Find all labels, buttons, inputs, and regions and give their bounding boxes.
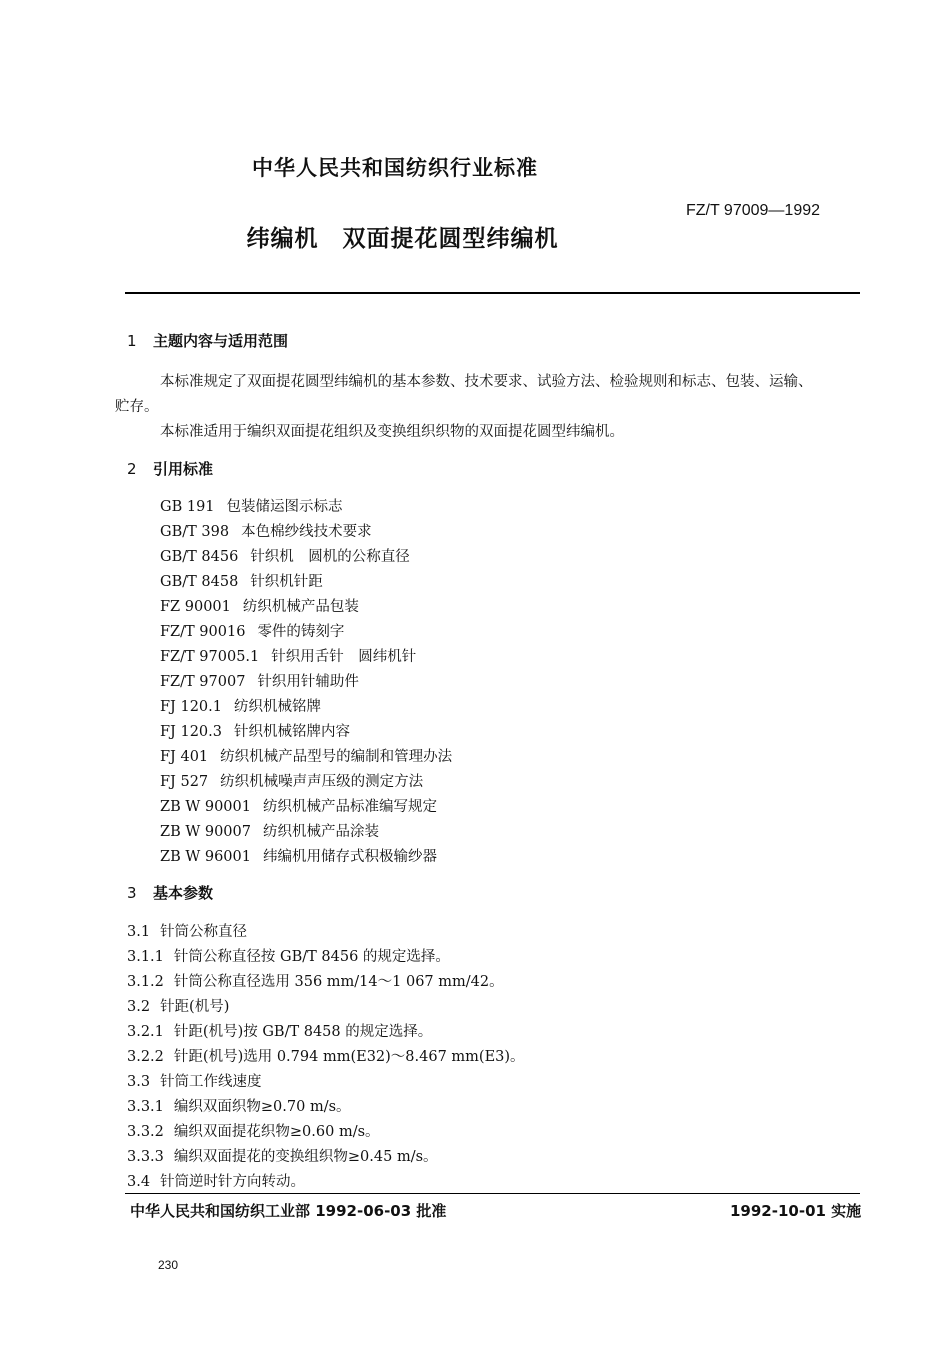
reference-item: [160, 745, 452, 766]
clause-number: 3.1.1: [127, 949, 164, 965]
clause-number: 3.2.1: [127, 1024, 164, 1040]
reference-item: [160, 670, 359, 691]
clause-text: 针距(机号)选用 0.794 mm(E32)～8.467 mm(E3)。: [173, 1049, 525, 1065]
standard-number: FZ/T 97009—1992: [686, 202, 821, 219]
clause-text: 针筒逆时针方向转动。: [160, 1174, 306, 1190]
reference-code: ZB W 90007: [160, 824, 251, 840]
reference-code: FZ/T 90016: [160, 624, 246, 640]
clause-item: [127, 970, 504, 991]
reference-item: [160, 720, 350, 741]
reference-name: 针织机械铭牌内容: [234, 724, 350, 740]
section-title: 基本参数: [153, 884, 214, 902]
reference-code: FZ/T 97005.1: [160, 649, 260, 665]
reference-name: 纬编机用储存式积极输纱器: [262, 849, 437, 865]
reference-code: FZ/T 97007: [160, 674, 246, 690]
clause-text: 编织双面织物≥0.70 m/s。: [173, 1099, 351, 1115]
reference-code: FZ 90001: [160, 599, 231, 615]
clause-item: [127, 1170, 305, 1191]
reference-item: [160, 795, 437, 816]
clause-text: 编织双面提花的变换组织物≥0.45 m/s。: [173, 1149, 438, 1165]
clause-text: 编织双面提花织物≥0.60 m/s。: [173, 1124, 380, 1140]
reference-name: 针织用舌针 圆纬机针: [271, 649, 417, 665]
clause-number: 3.4: [127, 1174, 151, 1190]
section-number: 3: [127, 884, 137, 902]
reference-name: 针织机针距: [250, 574, 323, 590]
clause-item: [127, 1070, 262, 1091]
reference-code: GB/T 8456: [160, 549, 239, 565]
section-number: 2: [127, 460, 137, 478]
header-divider: [125, 292, 860, 294]
issuer-heading: 中华人民共和国纺织行业标准: [252, 156, 538, 180]
effective-date-line: 1992-10-01 实施: [730, 1202, 862, 1220]
clause-item: [127, 1020, 432, 1041]
reference-code: FJ 401: [160, 749, 209, 765]
clause-item: [127, 1095, 351, 1116]
reference-code: FJ 120.1: [160, 699, 222, 715]
reference-name: 纺织机械产品涂装: [262, 824, 379, 840]
clause-number: 3.3: [127, 1074, 151, 1090]
clause-text: 针筒公称直径: [160, 924, 248, 940]
document-title: 纬编机 双面提花圆型纬编机: [246, 226, 559, 252]
section-3-heading: [127, 882, 213, 903]
clause-number: 3.2.2: [127, 1049, 164, 1065]
reference-item: [160, 620, 344, 641]
reference-code: GB/T 8458: [160, 574, 239, 590]
reference-name: 纺织机械产品型号的编制和管理办法: [220, 749, 453, 765]
section-title: 引用标准: [153, 460, 214, 478]
clause-text: 针筒工作线速度: [160, 1074, 262, 1090]
reference-item: [160, 595, 359, 616]
reference-name: 纺织机械产品包装: [242, 599, 359, 615]
clause-item: [127, 1045, 525, 1066]
footer-divider: [125, 1193, 860, 1194]
reference-code: GB 191: [160, 499, 215, 515]
reference-code: ZB W 90001: [160, 799, 251, 815]
section-1-heading: [127, 330, 288, 351]
clause-number: 3.1.2: [127, 974, 164, 990]
reference-item: [160, 520, 372, 541]
clause-text: 针筒公称直径按 GB/T 8456 的规定选择。: [173, 949, 450, 965]
reference-item: [160, 820, 379, 841]
reference-name: 包装储运图示标志: [226, 499, 343, 515]
reference-item: [160, 695, 321, 716]
reference-item: [160, 495, 343, 516]
reference-name: 纺织机械噪声声压级的测定方法: [220, 774, 424, 790]
clause-number: 3.2: [127, 999, 151, 1015]
reference-name: 零件的铸刻字: [257, 624, 345, 640]
clause-number: 3.3.3: [127, 1149, 164, 1165]
reference-name: 纺织机械产品标准编写规定: [262, 799, 437, 815]
reference-name: 本色棉纱线技术要求: [241, 524, 372, 540]
section-title: 主题内容与适用范围: [153, 332, 289, 350]
clause-number: 3.3.2: [127, 1124, 164, 1140]
reference-code: ZB W 96001: [160, 849, 251, 865]
approval-line: 中华人民共和国纺织工业部 1992-06-03 批准: [130, 1202, 447, 1220]
clause-text: 针距(机号)按 GB/T 8458 的规定选择。: [173, 1024, 433, 1040]
reference-item: [160, 570, 323, 591]
clause-item: [127, 1120, 380, 1141]
reference-name: 纺织机械铭牌: [234, 699, 321, 715]
reference-item: [160, 845, 437, 866]
section-number: 1: [127, 332, 137, 350]
reference-code: FJ 120.3: [160, 724, 222, 740]
clause-number: 3.3.1: [127, 1099, 164, 1115]
scope-paragraph-line-1: 本标准规定了双面提花圆型纬编机的基本参数、技术要求、试验方法、检验规则和标志、包装、运输、: [160, 374, 813, 390]
clause-item: [127, 920, 247, 941]
clause-item: [127, 945, 450, 966]
clause-text: 针筒公称直径选用 356 mm/14～1 067 mm/42。: [173, 974, 504, 990]
clause-text: 针距(机号): [160, 999, 230, 1015]
page-number: 230: [158, 1258, 179, 1272]
clause-number: 3.1: [127, 924, 151, 940]
scope-paragraph-line-2: 贮存。: [115, 399, 159, 415]
clause-item: [127, 1145, 438, 1166]
clause-item: [127, 995, 229, 1016]
applicability-paragraph: 本标准适用于编织双面提花组织及变换组织织物的双面提花圆型纬编机。: [160, 424, 624, 440]
section-2-heading: [127, 458, 213, 479]
reference-name: 针织机 圆机的公称直径: [250, 549, 410, 565]
reference-name: 针织用针辅助件: [257, 674, 359, 690]
reference-code: GB/T 398: [160, 524, 230, 540]
reference-code: FJ 527: [160, 774, 209, 790]
reference-item: [160, 645, 416, 666]
reference-item: [160, 770, 423, 791]
reference-item: [160, 545, 410, 566]
